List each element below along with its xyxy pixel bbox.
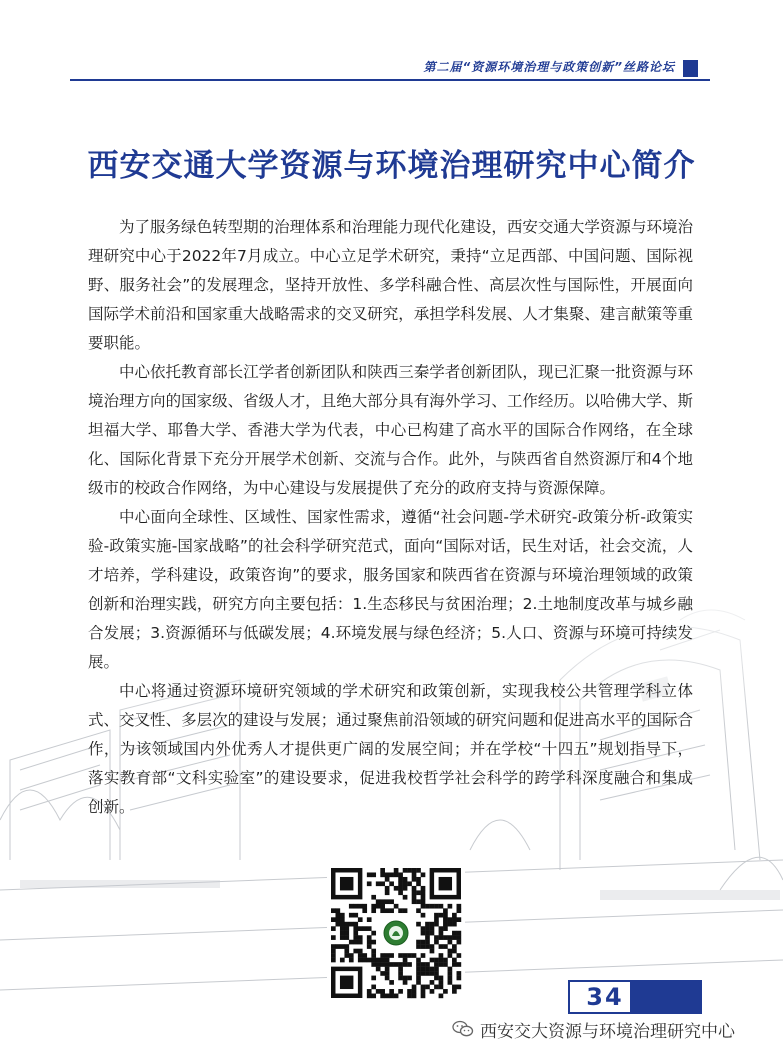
page-number: 34: [586, 983, 624, 1011]
qr-code-graphic: [327, 864, 465, 1002]
paragraph-1: 为了服务绿色转型期的治理体系和治理能力现代化建设，西安交通大学资源与环境治理研究中心于2022年7月成立。中心立足学术研究，秉持“立足西部、中国问题、国际视野、服务社会”的发展理念，坚持开放性、多学科融合性、高层次性与国际性，开展面向国际学术前沿和国家重大战略需求的交叉研究，承担学科发展、人才集聚、建言献策等重要职能。: [88, 218, 693, 352]
page-number-bar: [630, 980, 702, 1014]
header-series-title: 第二届“资源环境治理与政策创新”丝路论坛: [423, 60, 675, 74]
paragraph-3: 中心面向全球性、区域性、国家性需求，遵循“社会问题-学术研究-政策分析-政策实验-政策实施-国家战略”的社会科学研究范式，面向“国际对话，民生对话，社会交流，人才培养，学科建设，政策咨询”的要求，服务国家和陕西省在资源与环境治理领域的政策创新和治理实践，研究方向主要包括：1.生态移民与贫困治理；2.土地制度改革与城乡融合发展；3.资源循环与低碳发展；4.环境发展与绿色经济；5.人口、资源与环境可持续发展。: [88, 508, 693, 671]
qr-code-icon: [327, 864, 465, 1002]
footer-watermark: [448, 1016, 739, 1042]
body-text: [88, 213, 693, 822]
header-rule: [70, 79, 710, 81]
paragraph-2: 中心依托教育部长江学者创新团队和陕西三秦学者创新团队，现已汇聚一批资源与环境治理方向的国家级、省级人才，且绝大部分具有海外学习、工作经历。以哈佛大学、斯坦福大学、耶鲁大学、香港大学为代表，中心已构建了高水平的国际合作网络，在全球化、国际化背景下充分开展学术创新、交流与合作。此外，与陕西省自然资源厅和4个地级市的校政合作网络，为中心建设与发展提供了充分的政府支持与资源保障。: [88, 363, 693, 497]
watermark-text: 西安交大资源与环境治理研究中心: [480, 1021, 735, 1042]
paragraph-4: 中心将通过资源环境研究领域的学术研究和政策创新，实现我校公共管理学科立体式、交叉性、多层次的建设与发展；通过聚焦前沿领域的研究问题和促进高水平的国际合作，为该领域国内外优秀人才提供更广阔的发展空间；并在学校“十四五”规划指导下，落实教育部“文科实验室”的建设要求，促进我校哲学社会科学的跨学科深度融合和集成创新。: [88, 682, 693, 816]
header-marker-square: [683, 60, 698, 77]
wechat-icon: [452, 1020, 474, 1038]
page-title: 西安交通大学资源与环境治理研究中心简介: [87, 148, 696, 184]
